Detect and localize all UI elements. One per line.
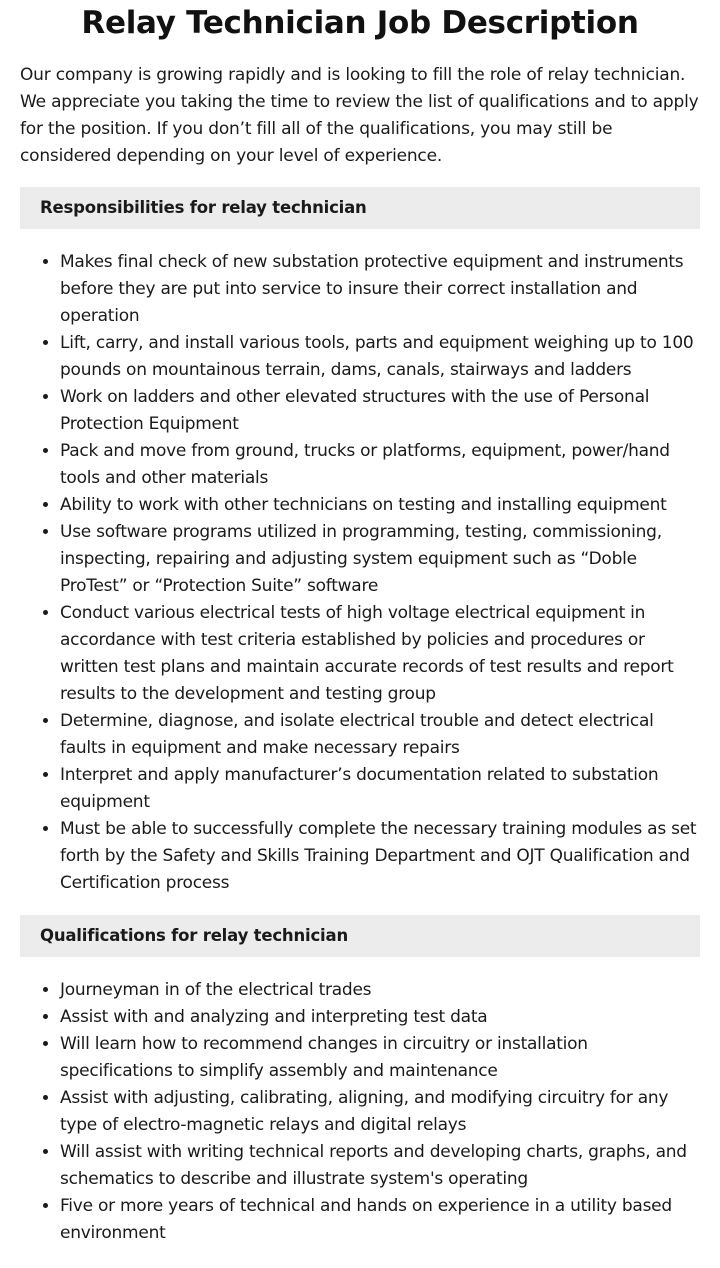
list-item: • Ability to work with other technicians on testing and installing equipment	[60, 492, 700, 519]
list-item: • Will learn how to recommend changes in circuitry or installation specifications to simplify assembly and maintenance	[60, 1031, 700, 1085]
list-item: • Will assist with writing technical reports and developing charts, graphs, and schematics to describe and illustrate system's operating	[60, 1139, 700, 1193]
list-item: • Makes final check of new substation protective equipment and instruments before they are put into service to insure their correct installation and operation	[60, 249, 700, 330]
list-item: • Interpret and apply manufacturer’s documentation related to substation equipment	[60, 762, 700, 816]
list-item: • Work on ladders and other elevated structures with the use of Personal Protection Equipment	[60, 384, 700, 438]
qualifications-list	[20, 977, 700, 1247]
list-item: • Five or more years of technical and hands on experience in a utility based environment	[60, 1193, 700, 1247]
responsibilities-list	[20, 249, 700, 897]
list-item: • Determine, diagnose, and isolate electrical trouble and detect electrical faults in equipment and make necessary repairs	[60, 708, 700, 762]
list-item: • Must be able to successfully complete the necessary training modules as set forth by the Safety and Skills Training Department and OJT Qualification and Certification process	[60, 816, 700, 897]
list-item: • Conduct various electrical tests of high voltage electrical equipment in accordance with test criteria established by policies and procedures or written test plans and maintain accurate records of test results and report results to the development and testing group	[60, 600, 700, 708]
list-item: • Use software programs utilized in programming, testing, commissioning, inspecting, repairing and adjusting system equipment such as “Doble ProTest” or “Protection Suite” software	[60, 519, 700, 600]
list-item: • Journeyman in of the electrical trades	[60, 977, 700, 1004]
intro-paragraph: Our company is growing rapidly and is looking to fill the role of relay technician. We appreciate you taking the time to review the list of qualifications and to apply for the position. If you don’t fill all of the qualifications, you may still be considered depending on your level of experience.	[20, 65, 699, 166]
list-item: • Assist with adjusting, calibrating, aligning, and modifying circuitry for any type of electro-magnetic relays and digital relays	[60, 1085, 700, 1139]
list-item: • Assist with and analyzing and interpreting test data	[60, 1004, 700, 1031]
list-item: • Lift, carry, and install various tools, parts and equipment weighing up to 100 pounds on mountainous terrain, dams, canals, stairways and ladders	[60, 330, 700, 384]
qualifications-heading: Qualifications for relay technician	[20, 915, 700, 957]
responsibilities-heading: Responsibilities for relay technician	[20, 187, 700, 229]
page-title: Relay Technician Job Description	[81, 5, 639, 41]
list-item: • Pack and move from ground, trucks or platforms, equipment, power/hand tools and other materials	[60, 438, 700, 492]
